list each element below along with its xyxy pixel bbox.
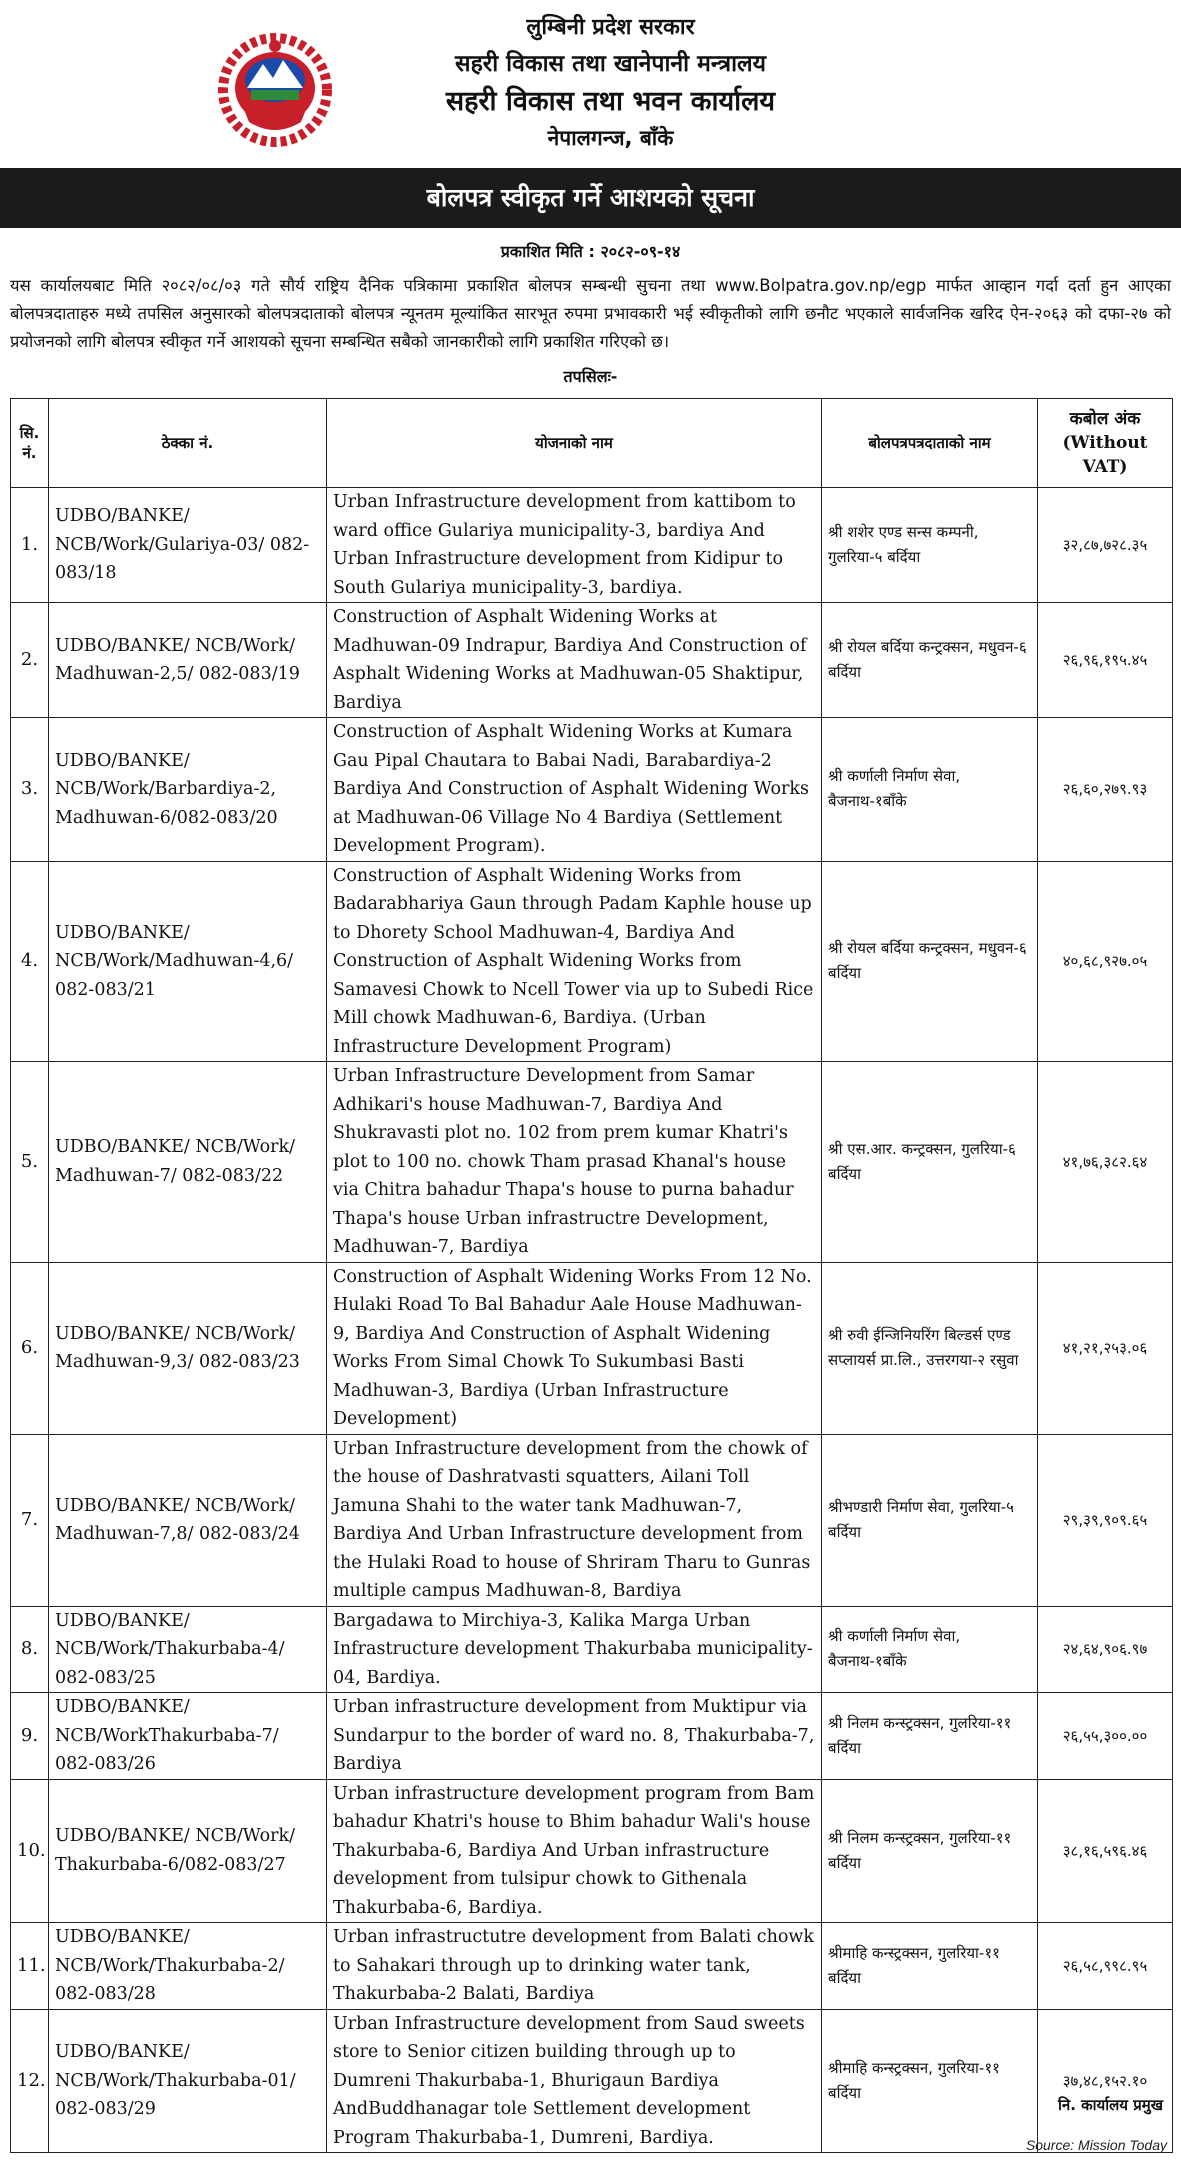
cell-project-name: Urban Infrastructure development from the chowk of the house of Dashratvasti squatters, Ailani Toll Jamuna Shahi to the water tank Madhuwan-7, Bardiya And Urban Infrastructure development from the Hulaki Road to house of Shriram Tharu to Gunras multiple campus Madhuwan-8, Bardiya [327,1434,822,1606]
cell-serial: 11. [11,1923,49,2010]
cell-contract-no: UDBO/BANKE/ NCB/Work/ Madhuwan-7,8/ 082-083/24 [49,1434,327,1606]
cell-bidder-name: श्री कर्णाली निर्माण सेवा, बैजनाथ-१बाँके [822,718,1038,862]
cell-bid-amount: ४१,२१,२५३.०६ [1038,1262,1173,1434]
cell-contract-no: UDBO/BANKE/ NCB/Work/Madhuwan-4,6/ 082-083/21 [49,861,327,1062]
header-amount: कबोल अंक (Without VAT) [1038,399,1173,488]
ministry-name: सहरी विकास तथा खानेपानी मन्त्रालय [455,51,766,77]
cell-serial: 9. [11,1693,49,1780]
cell-serial: 12. [11,2009,49,2153]
cell-serial: 10. [11,1779,49,1923]
cell-project-name: Urban Infrastructure development from kattibom to ward office Gulariya municipality-3, bardiya And Urban Infrastructure development from Kidipur to South Gulariya municipality-3, bardiya. [327,488,822,603]
cell-bid-amount: ४०,६८,९२७.०५ [1038,861,1173,1062]
cell-serial: 8. [11,1606,49,1693]
cell-project-name: Construction of Asphalt Widening Works from Badarabhariya Gaun through Padam Kaphle house up to Dhorety School Madhuwan-4, Bardiya And Construction of Asphalt Widening Works from Samavesi Chowk to Ncell Tower via up to Subedi Rice Mill chowk Madhuwan-6, Bardiya. (Urban Infrastructure Development Program) [327,861,822,1062]
source-credit: Source: Mission Today [1025,2137,1167,2153]
cell-bid-amount: २९,३९,९०९.६५ [1038,1434,1173,1606]
bid-table [10,398,1173,2153]
table-row [11,603,1173,718]
cell-bidder-name: श्री कर्णाली निर्माण सेवा, बैजनाथ-१बाँके [822,1606,1038,1693]
table-row [11,1779,1173,1923]
cell-project-name: Bargadawa to Mirchiya-3, Kalika Marga Urban Infrastructure development Thakurbaba municipality-04, Bardiya. [327,1606,822,1693]
cell-contract-no: UDBO/BANKE/ NCB/Work/Gulariya-03/ 082-083/18 [49,488,327,603]
cell-project-name: Urban infrastructure development program from Bam bahadur Khatri's house to Bhim bahadur Wali's house Thakurbaba-6, Bardiya And Urban infrastructure development from tulsipur chowk to Githenala Thakurbaba-6, Bardiya. [327,1779,822,1923]
cell-bidder-name: श्री निलम कन्स्ट्रक्सन, गुलरिया-११ बर्दिया [822,1779,1038,1923]
cell-contract-no: UDBO/BANKE/ NCB/Work/ Thakurbaba-6/082-083/27 [49,1779,327,1923]
cell-bidder-name: श्रीभण्डारी निर्माण सेवा, गुलरिया-५ बर्दिया [822,1434,1038,1606]
cell-project-name: Urban Infrastructure development from Saud sweets store to Senior citizen building through up to Dumreni Thakurbaba-1, Bhurigaun Bardiya AndBuddhanagar tole Settlement development Program Thakurbaba-1, Dumreni, Bardiya. [327,2009,822,2153]
cell-serial: 5. [11,1062,49,1263]
cell-bidder-name: श्रीमाहि कन्स्ट्रक्सन, गुलरिया-११ बर्दिया [822,1923,1038,2010]
cell-contract-no: UDBO/BANKE/ NCB/Work/ Madhuwan-9,3/ 082-083/23 [49,1262,327,1434]
cell-bid-amount: २६,५८,९९८.९५ [1038,1923,1173,2010]
cell-bid-amount: ३७,४८,१५२.१० [1038,2009,1173,2153]
cell-project-name: Urban infrastructutre development from Balati chowk to Sahakari through up to drinking water tank, Thakurbaba-2 Balati, Bardiya [327,1923,822,2010]
cell-project-name: Construction of Asphalt Widening Works at Kumara Gau Pipal Chautara to Babai Nadi, Barabardiya-2 Bardiya And Construction of Asphalt Widening Works at Madhuwan-06 Village No 4 Bardiya (Settlement Development Program). [327,718,822,862]
header-sn: सि. नं. [11,399,49,488]
table-row [11,1062,1173,1263]
cell-contract-no: UDBO/BANKE/ NCB/Work/Thakurbaba-2/ 082-083/28 [49,1923,327,2010]
header-contract: ठेक्का नं. [49,399,327,488]
cell-bid-amount: ३२,८७,७२८.३५ [1038,488,1173,603]
table-row [11,1434,1173,1606]
notice-title-banner: बोलपत्र स्वीकृत गर्ने आशयको सूचना [0,168,1181,228]
header-project: योजनाको नाम [327,399,822,488]
government-name: लुम्बिनी प्रदेश सरकार [526,15,695,40]
table-row [11,2009,1173,2153]
cell-bid-amount: ४१,७६,३८२.६४ [1038,1062,1173,1263]
cell-contract-no: UDBO/BANKE/ NCB/Work/ Madhuwan-2,5/ 082-083/19 [49,603,327,718]
header [0,0,1181,165]
table-row [11,1262,1173,1434]
cell-serial: 3. [11,718,49,862]
cell-serial: 4. [11,861,49,1062]
cell-contract-no: UDBO/BANKE/ NCB/Work/Barbardiya-2, Madhuwan-6/082-083/20 [49,718,327,862]
office-name: सहरी विकास तथा भवन कार्यालय [445,86,776,117]
published-date: प्रकाशित मिति : २०८२-०९-१४ [500,242,681,261]
cell-bidder-name: श्री रुवी ईन्जिनियरिंग बिल्डर्स एण्ड सप्लायर्स प्रा.लि., उत्तरगया-२ रसुवा [822,1262,1038,1434]
cell-contract-no: UDBO/BANKE/ NCB/Work/Thakurbaba-01/ 082-083/29 [49,2009,327,2153]
cell-bidder-name: श्री निलम कन्स्ट्रक्सन, गुलरिया-११ बर्दिया [822,1693,1038,1780]
table-row [11,1693,1173,1780]
cell-bid-amount: २६,५५,३००.०० [1038,1693,1173,1780]
cell-bid-amount: २६,९६,१९५.४५ [1038,603,1173,718]
cell-serial: 2. [11,603,49,718]
cell-serial: 1. [11,488,49,603]
intro-paragraph: यस कार्यालयबाट मिति २०८२/०८/०३ गते सौर्य राष्ट्रिय दैनिक पत्रिकामा प्रकाशित बोलपत्र सम्बन्धी सुचना तथा www.Bolpatra.gov.np/egp मार्फत आव्हान गर्दा दर्ता हुन आएका बोलपत्रदाताहरु मध्ये तपसिल अनुसारको बोलपत्रदाताको बोलपत्र न्यूनतम मूल्यांकित सारभूत रुपमा प्रभावकारी भई स्वीकृतीको लागि छनौट भएकाले सार्वजनिक खरिद ऐन-२०६३ को दफा-२७ को प्रयोजनको लागि बोलपत्र स्वीकृत गर्ने आशयको सूचना सम्बन्धित सबैको जानकारीको लागि प्रकाशित गरिएको छ। [10,276,1171,351]
table-body [11,488,1173,2153]
cell-serial: 7. [11,1434,49,1606]
table-row [11,861,1173,1062]
cell-contract-no: UDBO/BANKE/ NCB/Work/Thakurbaba-4/ 082-083/25 [49,1606,327,1693]
cell-bid-amount: २४,६४,९०६.९७ [1038,1606,1173,1693]
cell-contract-no: UDBO/BANKE/ NCB/Work/ Madhuwan-7/ 082-083/22 [49,1062,327,1263]
cell-bid-amount: २६,६०,२७९.९३ [1038,718,1173,862]
header-bidder: बोलपत्रपत्रदाताको नाम [822,399,1038,488]
table-row [11,488,1173,603]
cell-project-name: Urban Infrastructure Development from Samar Adhikari's house Madhuwan-7, Bardiya And Shukravasti plot no. 102 from prem kumar Khatri's plot to 100 no. chowk Tham prasad Khanal's house via Chitra bahadur Thapa's house to purna bahadur Thapa's house Urban infrastructre Development, Madhuwan-7, Bardiya [327,1062,822,1263]
cell-project-name: Urban infrastructure development from Muktipur via Sundarpur to the border of ward no. 8, Thakurbaba-7, Bardiya [327,1693,822,1780]
details-label: तपसिलः- [563,367,618,386]
table-row [11,718,1173,862]
cell-bidder-name: श्री रोयल बर्दिया कन्ट्रक्सन, मधुवन-६ बर्दिया [822,603,1038,718]
cell-bid-amount: ३८,१६,५९६.४६ [1038,1779,1173,1923]
cell-project-name: Construction of Asphalt Widening Works From 12 No. Hulaki Road To Bal Bahadur Aale House Madhuwan-9, Bardiya And Construction of Asphalt Widening Works From Simal Chowk To Sukumbasi Basti Madhuwan-3, Bardiya (Urban Infrastructure Development) [327,1262,822,1434]
signatory: नि. कार्यालय प्रमुख [1058,2096,1163,2114]
cell-bidder-name: श्री एस.आर. कन्ट्रक्सन, गुलरिया-६ बर्दिया [822,1062,1038,1263]
cell-bidder-name: श्री रोयल बर्दिया कन्ट्रक्सन, मधुवन-६ बर्दिया [822,861,1038,1062]
cell-project-name: Construction of Asphalt Widening Works at Madhuwan-09 Indrapur, Bardiya And Construction of Asphalt Widening Works at Madhuwan-05 Shaktipur, Bardiya [327,603,822,718]
cell-serial: 6. [11,1262,49,1434]
table-header-row [11,399,1173,488]
table-row [11,1923,1173,2010]
table-row [11,1606,1173,1693]
office-location: नेपालगन्ज, बाँके [547,126,674,150]
office-heading [0,10,1181,154]
cell-bidder-name: श्रीमाहि कन्स्ट्रक्सन, गुलरिया-११ बर्दिया [822,2009,1038,2153]
cell-bidder-name: श्री शशेर एण्ड सन्स कम्पनी, गुलरिया-५ बर्दिया [822,488,1038,603]
cell-contract-no: UDBO/BANKE/ NCB/WorkThakurbaba-7/ 082-083/26 [49,1693,327,1780]
